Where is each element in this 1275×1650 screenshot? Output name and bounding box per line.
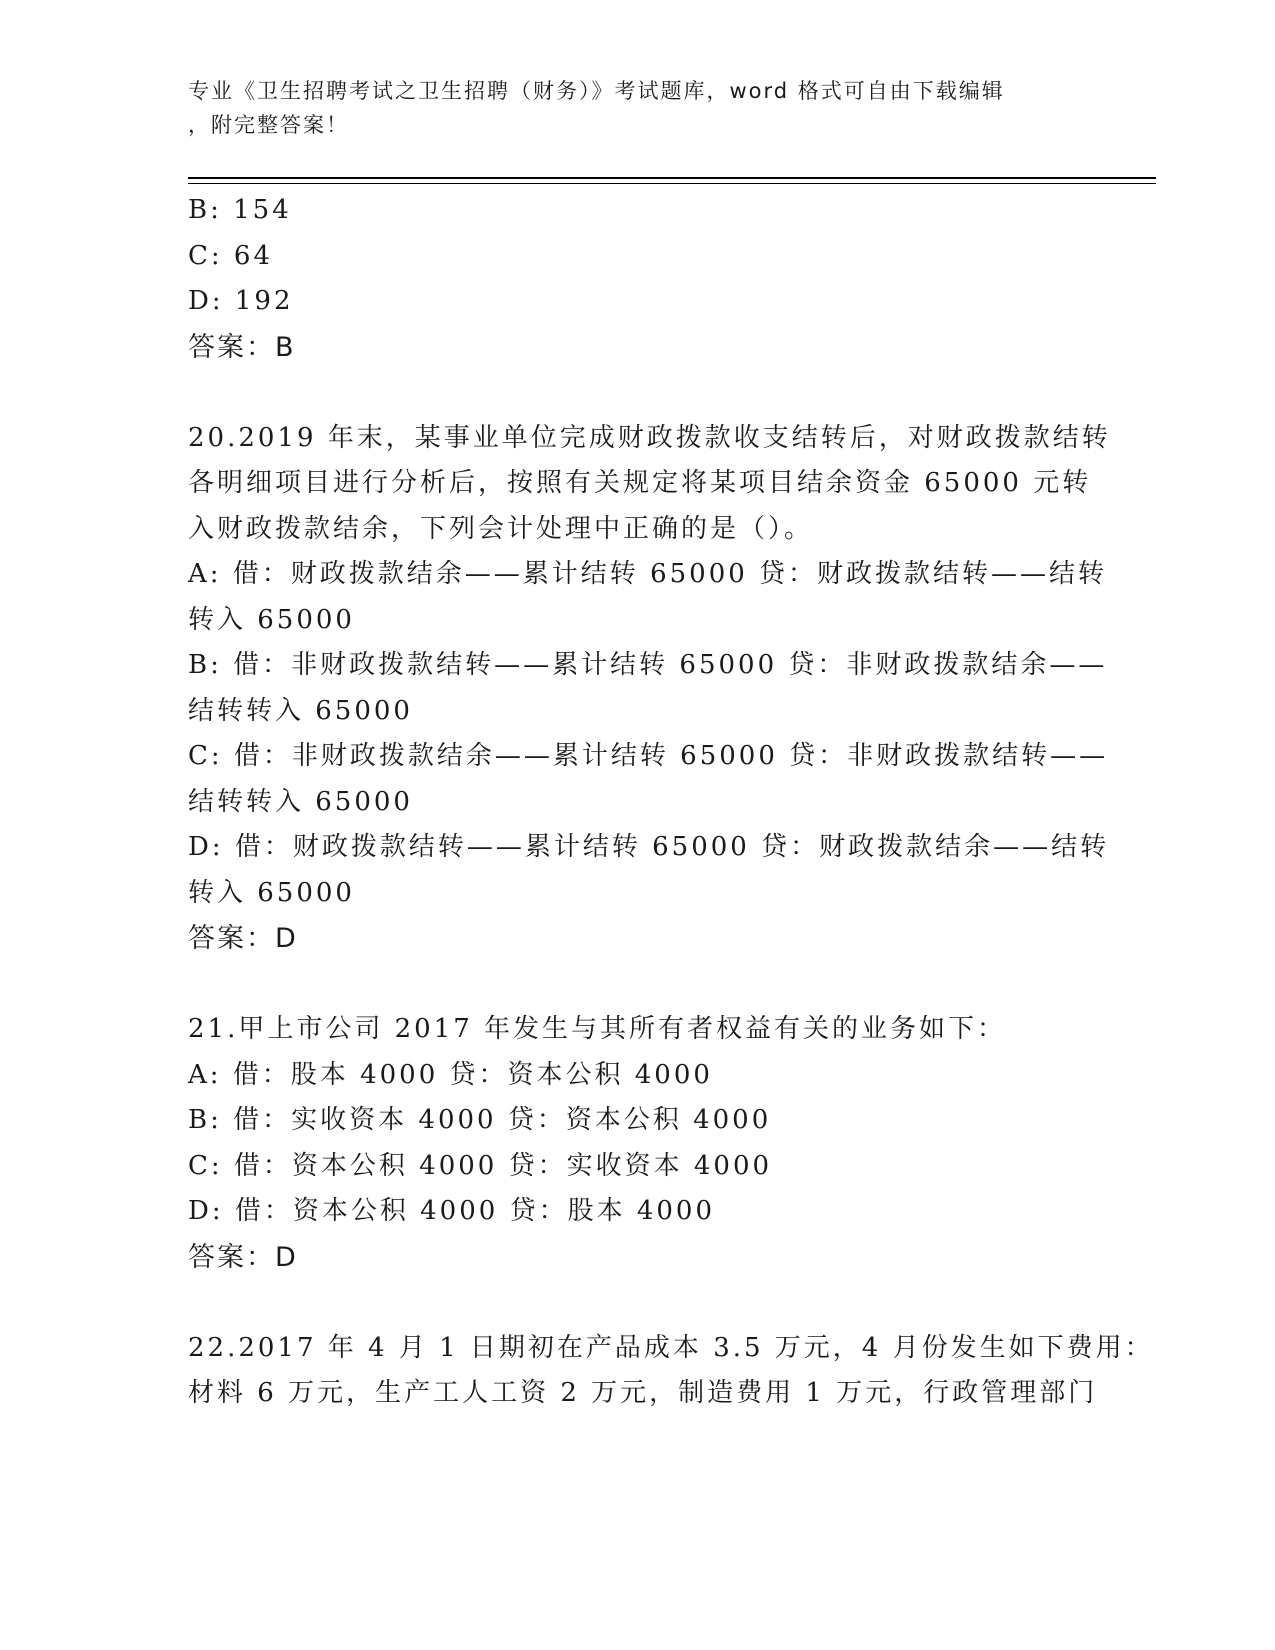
q20-option-b-cont: 结转转入 65000 (188, 695, 413, 726)
question-content (188, 188, 1154, 1417)
q20-option-d: D: 借：财政拨款结转——累计结转 65000 贷：财政拨款结余——结转 (188, 832, 1110, 862)
q20-option-a-cont: 转入 65000 (188, 604, 355, 635)
q19-option-c: C: 64 (188, 240, 274, 271)
q20-option-c-cont: 结转转入 65000 (188, 786, 413, 817)
q20-answer: 答案：D (188, 923, 298, 954)
q20-stem-line: 各明细项目进行分析后，按照有关规定将某项目结余资金 65000 元转 (188, 468, 1092, 498)
q21-stem: 21.甲上市公司 2017 年发生与其所有者权益有关的业务如下： (188, 1014, 1007, 1044)
q21-option-d: D: 借：资本公积 4000 贷：股本 4000 (188, 1196, 716, 1226)
q20-option-c: C: 借：非财政拨款结余——累计结转 65000 贷：非财政拨款结转—— (188, 741, 1109, 771)
question-22 (188, 1326, 1154, 1417)
q20-option-a: A: 借：财政拨款结余——累计结转 65000 贷：财政拨款结转——结转 (188, 559, 1108, 589)
q21-option-a: A: 借：股本 4000 贷：资本公积 4000 (188, 1059, 713, 1090)
q19-option-b: B: 154 (188, 195, 292, 225)
header-line-1: 专业《卫生招聘考试之卫生招聘（财务）》考试题库，word 格式可自由下载编辑 (188, 79, 1005, 103)
question-21 (188, 1007, 1078, 1280)
question-20 (188, 416, 1111, 962)
document-header (188, 74, 1088, 142)
spacer (188, 370, 1078, 416)
q21-option-b: B: 借：实收资本 4000 贷：资本公积 4000 (188, 1105, 772, 1135)
q19-option-d: D: 192 (188, 286, 294, 316)
q21-answer: 答案：D (188, 1241, 298, 1273)
q20-option-d-cont: 转入 65000 (188, 877, 355, 908)
q20-option-b: B: 借：非财政拨款结转——累计结转 65000 贷：非财政拨款结余—— (188, 650, 1108, 680)
header-divider-thin (188, 183, 1156, 184)
header-line-2: ，附完整答案！ (188, 113, 349, 137)
spacer (188, 1280, 1078, 1326)
q19-answer: 答案：B (188, 331, 296, 363)
header-divider-thick (188, 177, 1156, 179)
q21-option-c: C: 借：资本公积 4000 贷：实收资本 4000 (188, 1150, 773, 1181)
question-19-tail (188, 188, 1078, 370)
q22-stem-line: 22.2017 年 4 月 1 日期初在产品成本 3.5 万元，4 月份发生如下费用： (188, 1332, 1154, 1363)
q20-stem-line: 入财政拨款结余，下列会计处理中正确的是（）。 (188, 513, 814, 544)
q20-stem-line: 20.2019 年末，某事业单位完成财政拨款收支结转后，对财政拨款结转 (188, 422, 1111, 453)
q22-stem-line: 材料 6 万元，生产工人工资 2 万元，制造费用 1 万元，行政管理部门 (188, 1378, 1098, 1408)
spacer (188, 962, 1078, 1008)
